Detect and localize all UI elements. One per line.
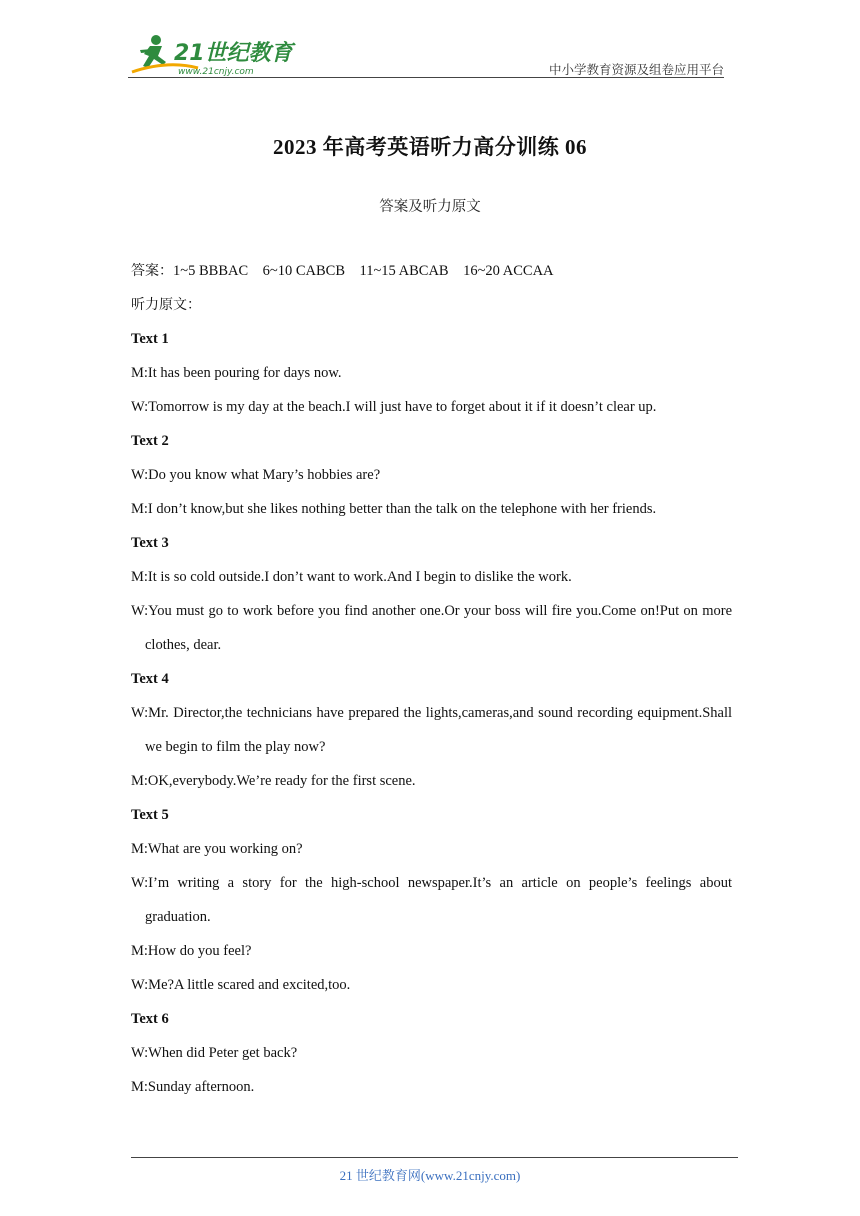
transcript-label: 听力原文： [131,297,201,313]
answers-line [131,262,732,280]
transcript-line: W:Tomorrow is my day at the beach.I will just have to forget about it if it doesn’t clear up. [131,399,657,415]
answers-label: 答案： [131,263,173,279]
footer-divider [131,1157,738,1158]
page-header [128,32,724,78]
svg-text:21世纪教育: 21世纪教育 [174,41,293,66]
transcript-line: W:Mr. Director,the technicians have prepared the lights,cameras,and sound recording equipment.Shall we begin to film the play now? [131,705,732,755]
site-logo [128,32,303,78]
section-heading: Text 3 [131,535,169,551]
transcript-line: M:I don’t know,but she likes nothing better than the talk on the telephone with her friends. [131,501,657,517]
section-heading: Text 4 [131,671,169,687]
transcript-line: M:It is so cold outside.I don’t want to work.And I begin to dislike the work. [131,569,572,585]
section-heading: Text 1 [131,331,169,347]
transcript-line: M:OK,everybody.We’re ready for the first scene. [131,773,416,789]
section-heading: Text 2 [131,433,169,449]
platform-label: 中小学教育资源及组卷应用平台 [548,62,724,77]
svg-text:www.21cnjy.com: www.21cnjy.com [178,67,254,77]
section-heading: Text 6 [131,1011,169,1027]
transcript-line: W:Me?A little scared and excited,too. [131,977,351,993]
transcript-line: M:How do you feel? [131,943,252,959]
page-footer: 21 世纪教育网(www.21cnjy.com) [339,1168,521,1183]
answers-text: 1~5 BBBAC 6~10 CABCB 11~15 ABCAB 16~20 ACCAA [173,263,554,279]
section-heading: Text 5 [131,807,169,823]
transcript-line: M:It has been pouring for days now. [131,365,342,381]
transcript-line: W:When did Peter get back? [131,1045,298,1061]
transcript-line: M:Sunday afternoon. [131,1079,255,1095]
page-title: 2023 年高考英语听力高分训练 06 [273,135,587,159]
transcript [131,330,732,1096]
header-divider [128,77,724,78]
page-subtitle: 答案及听力原文 [379,199,481,215]
transcript-line: W:You must go to work before you find another one.Or your boss will fire you.Come on!Put on more clothes, dear. [131,603,732,653]
transcript-line: W:I’m writing a story for the high-school newspaper.It’s an article on people’s feelings about graduation. [131,875,732,925]
transcript-line: W:Do you know what Mary’s hobbies are? [131,467,381,483]
document-body [131,262,732,1112]
transcript-line: M:What are you working on? [131,841,303,857]
